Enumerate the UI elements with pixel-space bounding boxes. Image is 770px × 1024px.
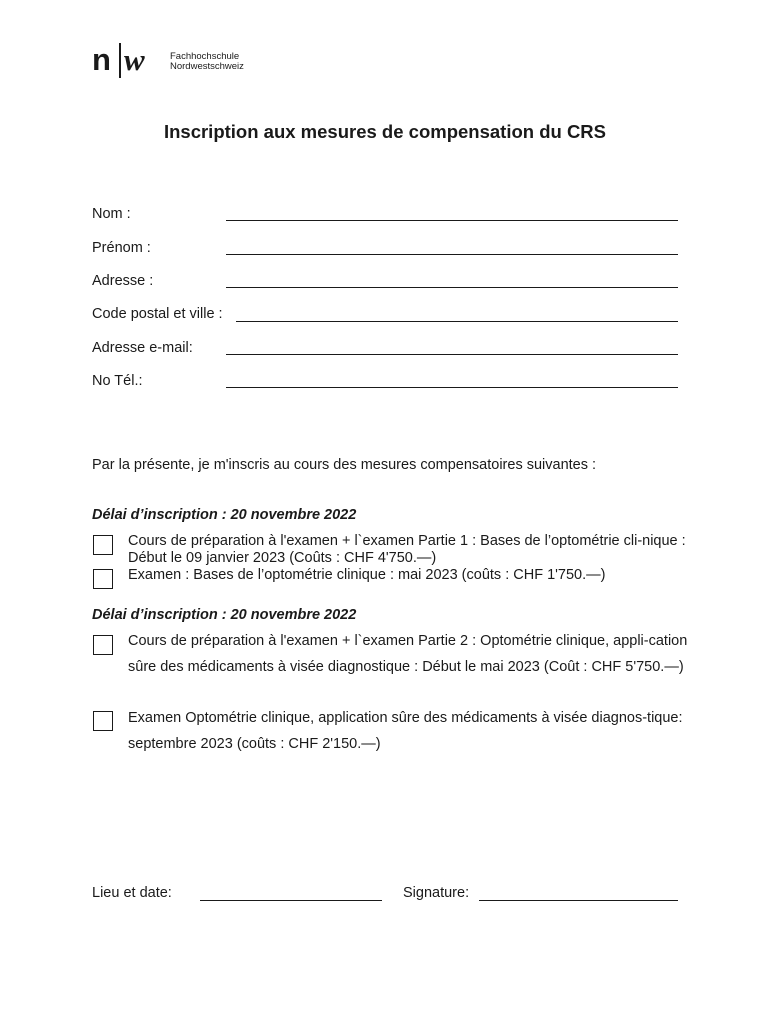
- logo-line-2: Nordwestschweiz: [170, 61, 244, 72]
- email-field[interactable]: [226, 354, 678, 355]
- deadline-2: Délai d’inscription : 20 novembre 2022: [92, 607, 357, 623]
- option-4-checkbox[interactable]: [93, 711, 113, 731]
- code-postal-label: Code postal et ville :: [92, 306, 223, 322]
- option-2-checkbox[interactable]: [93, 569, 113, 589]
- adresse-label: Adresse :: [92, 273, 154, 289]
- logo-n: n: [92, 42, 111, 77]
- option-3-checkbox[interactable]: [93, 635, 113, 655]
- code-postal-field[interactable]: [236, 321, 678, 322]
- intro-text: Par la présente, je m'inscris au cours des mesures compensatoires suivantes :: [92, 457, 597, 473]
- signature-label: Signature:: [403, 885, 470, 901]
- option-1-text: Cours de préparation à l'examen + l`examen Partie 1 : Bases de l’optométrie cli-nique : Début le 09 janvier 2023 (Coûts : CHF 4'750.—): [128, 533, 686, 566]
- lieu-date-field[interactable]: [200, 900, 382, 901]
- nom-label: Nom :: [92, 206, 131, 222]
- email-label: Adresse e-mail:: [92, 340, 193, 356]
- tel-field[interactable]: [226, 387, 678, 388]
- prenom-field[interactable]: [226, 254, 678, 255]
- logo-divider: [119, 43, 121, 78]
- option-3-text: Cours de préparation à l'examen + l`examen Partie 2 : Optométrie clinique, appli-cation sûre des médicaments à visée diagnostique : Début le mai 2023 (Coût : CHF 5'750.—): [128, 633, 688, 675]
- option-1-checkbox[interactable]: [93, 535, 113, 555]
- option-2-text: Examen : Bases de l’optométrie clinique : mai 2023 (coûts : CHF 1'750.—): [128, 567, 606, 583]
- deadline-1: Délai d’inscription : 20 novembre 2022: [92, 507, 357, 523]
- prenom-label: Prénom :: [92, 240, 151, 256]
- adresse-field[interactable]: [226, 287, 678, 288]
- tel-label: No Tél.:: [92, 373, 143, 389]
- nom-field[interactable]: [226, 220, 678, 221]
- page-title: Inscription aux mesures de compensation du CRS: [163, 121, 607, 142]
- lieu-date-label: Lieu et date:: [92, 885, 172, 901]
- logo-line-1: Fachhochschule: [170, 51, 240, 62]
- option-4-text: Examen Optométrie clinique, application sûre des médicaments à visée diagnos-tique: septembre 2023 (coûts : CHF 2'150.—): [128, 710, 683, 752]
- logo-text: [170, 52, 244, 72]
- signature-field[interactable]: [479, 900, 678, 901]
- logo-w: w: [124, 42, 145, 77]
